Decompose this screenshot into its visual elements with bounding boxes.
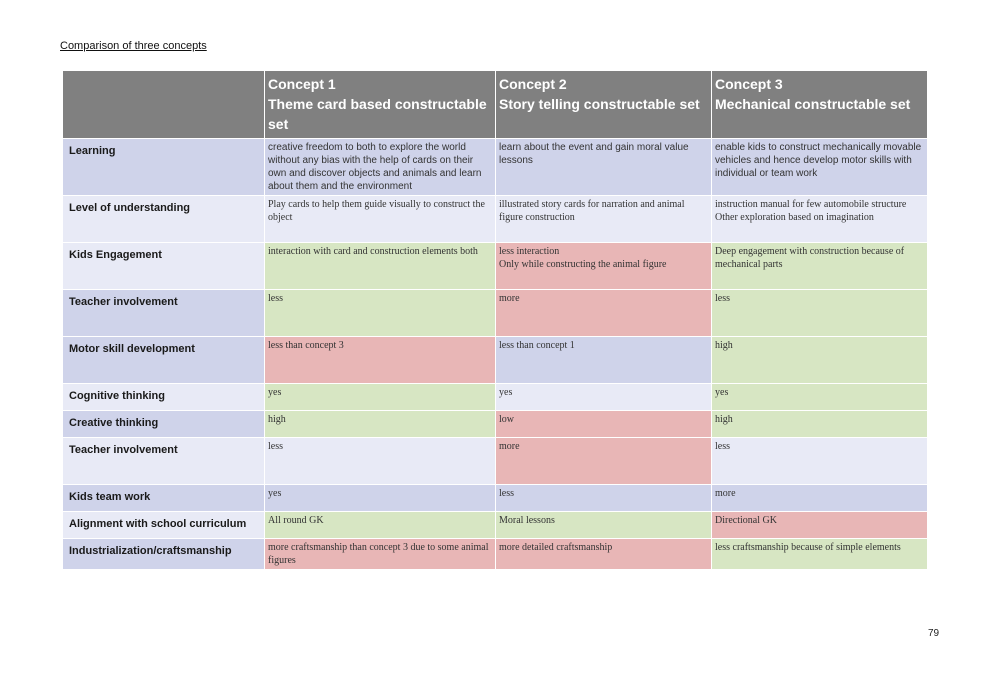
table-cell: less xyxy=(496,485,712,512)
table-cell: less xyxy=(712,438,928,485)
table-row xyxy=(63,290,928,337)
header-concept-2: Concept 2 Story telling constructable set xyxy=(496,71,712,139)
table-cell: illustrated story cards for narration and animal figure construction xyxy=(496,196,712,243)
table-row xyxy=(63,539,928,570)
table-cell: high xyxy=(712,411,928,438)
header-row xyxy=(63,71,928,139)
page-number: 79 xyxy=(928,628,940,639)
row-label: Teacher involvement xyxy=(63,438,265,485)
row-label: Motor skill development xyxy=(63,337,265,384)
table-cell: interaction with card and construction elements both xyxy=(265,243,496,290)
table-row xyxy=(63,196,928,243)
header-corner-cell xyxy=(63,71,265,139)
row-label: Teacher involvement xyxy=(63,290,265,337)
table-cell: high xyxy=(265,411,496,438)
table-cell: enable kids to construct mechanically movable vehicles and hence develop motor skills with individual or team work xyxy=(712,139,928,196)
table-cell: learn about the event and gain moral value lessons xyxy=(496,139,712,196)
table-cell: Play cards to help them guide visually to construct the object xyxy=(265,196,496,243)
comparison-table xyxy=(62,70,928,570)
table-cell: less xyxy=(265,290,496,337)
row-label: Alignment with school curriculum xyxy=(63,512,265,539)
page-title: Comparison of three concepts xyxy=(60,40,207,52)
table-row xyxy=(63,384,928,411)
row-label: Creative thinking xyxy=(63,411,265,438)
table-row xyxy=(63,512,928,539)
table-cell: more xyxy=(496,438,712,485)
table-cell: All round GK xyxy=(265,512,496,539)
table-cell: high xyxy=(712,337,928,384)
row-label: Kids team work xyxy=(63,485,265,512)
table-row xyxy=(63,411,928,438)
table-cell: less craftsmanship because of simple elements xyxy=(712,539,928,570)
table-cell: less than concept 1 xyxy=(496,337,712,384)
table-cell: yes xyxy=(496,384,712,411)
table-cell: instruction manual for few automobile structure Other exploration based on imagination xyxy=(712,196,928,243)
row-label: Learning xyxy=(63,139,265,196)
row-label: Level of understanding xyxy=(63,196,265,243)
table-cell: Deep engagement with construction because of mechanical parts xyxy=(712,243,928,290)
table-cell: creative freedom to both to explore the world without any bias with the help of cards on their own and discover objects and animals and learn about them and the environment xyxy=(265,139,496,196)
table-cell: less xyxy=(265,438,496,485)
table-cell: less xyxy=(712,290,928,337)
header-concept-3: Concept 3 Mechanical constructable set xyxy=(712,71,928,139)
table-cell: yes xyxy=(265,384,496,411)
table-cell: more xyxy=(712,485,928,512)
table-cell: yes xyxy=(265,485,496,512)
table-row xyxy=(63,243,928,290)
table-cell: yes xyxy=(712,384,928,411)
table-cell: less interaction Only while constructing the animal figure xyxy=(496,243,712,290)
table-cell: Moral lessons xyxy=(496,512,712,539)
table-row xyxy=(63,139,928,196)
table-cell: more xyxy=(496,290,712,337)
row-label: Kids Engagement xyxy=(63,243,265,290)
table-cell: Directional GK xyxy=(712,512,928,539)
header-concept-1: Concept 1 Theme card based constructable set xyxy=(265,71,496,139)
table-cell: low xyxy=(496,411,712,438)
table-row xyxy=(63,337,928,384)
table-row xyxy=(63,485,928,512)
table-cell: less than concept 3 xyxy=(265,337,496,384)
table-cell: more detailed craftsmanship xyxy=(496,539,712,570)
row-label: Industrialization/craftsmanship xyxy=(63,539,265,570)
row-label: Cognitive thinking xyxy=(63,384,265,411)
table-cell: more craftsmanship than concept 3 due to some animal figures xyxy=(265,539,496,570)
table-row xyxy=(63,438,928,485)
